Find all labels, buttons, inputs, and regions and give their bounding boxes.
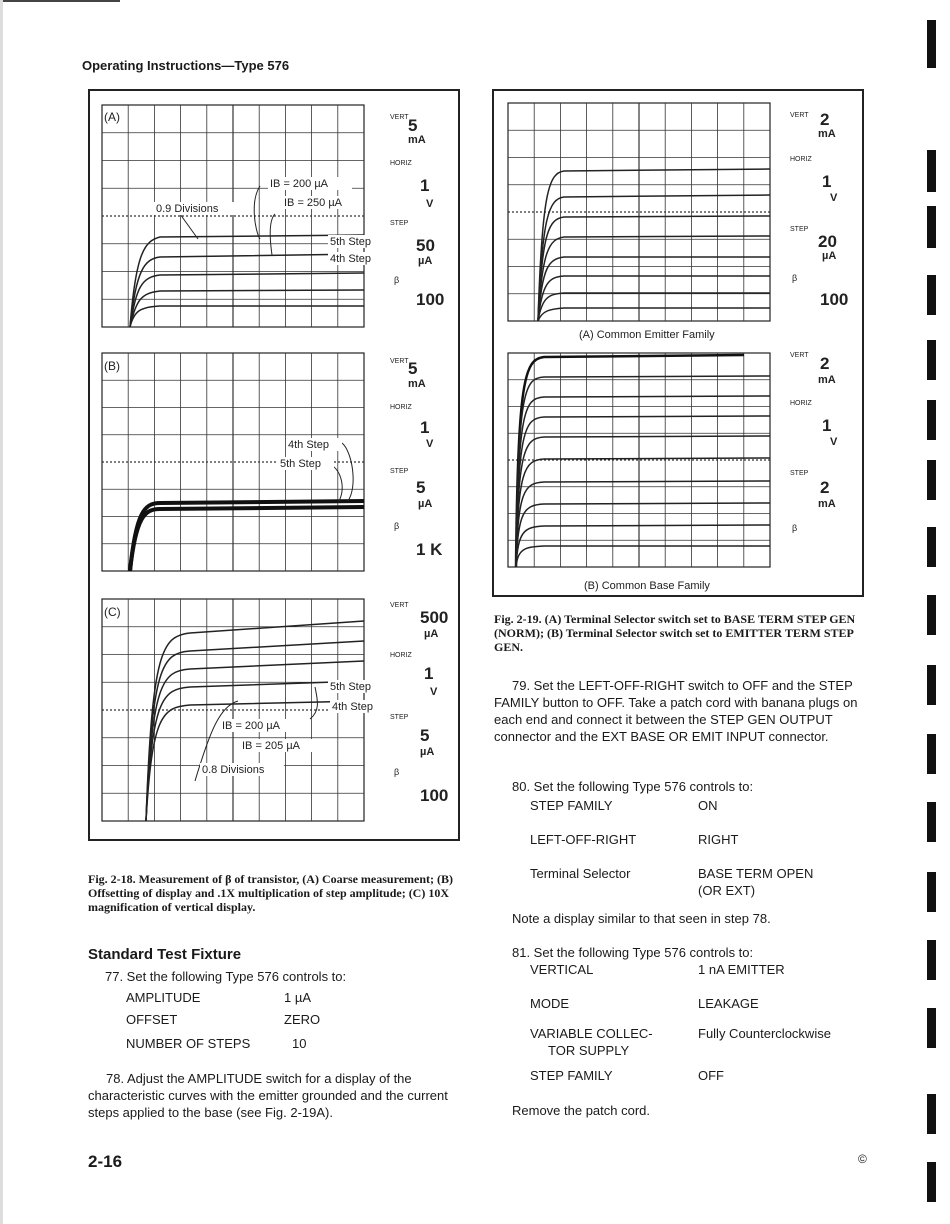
horiz-value: 1 [420,418,430,437]
knob-label: VERT [790,112,809,119]
vert-value: 2 [820,110,830,129]
curve [130,501,364,571]
control-value: ON [698,798,718,813]
vert-value: 2 [820,354,830,373]
annotation: IB = 250 µA [284,197,343,209]
vert-value: 5 [408,359,418,378]
beta-value: 100 [820,290,849,309]
step-77: 77. Set the following Type 576 controls to: [105,969,347,984]
step-unit: µA [822,250,837,262]
horiz-unit: V [430,686,438,698]
curve [130,290,364,327]
horiz-value: 1 [822,172,832,191]
knob-label: VERT [790,352,809,359]
binding-mark [927,206,936,248]
binding-mark [927,150,936,192]
control-name: TOR SUPPLY [548,1043,630,1058]
curve [538,293,770,321]
knob-label: HORIZ [390,652,412,659]
knob-label: HORIZ [390,404,412,411]
binding-mark [927,20,936,68]
binding-mark [927,1162,936,1202]
annotation: 4th Step [288,439,329,451]
knob-label: STEP [390,714,409,721]
horiz-unit: V [830,436,838,448]
step-81: 81. Set the following Type 576 controls to: [512,945,754,960]
curve [516,355,744,567]
control-name: Terminal Selector [530,866,631,881]
vert-unit: µA [424,628,439,640]
panel-a-label: (A) [104,110,120,124]
figure-2-19-caption: Fig. 2-19. (A) Terminal Selector switch set to BASE TERM STEP GEN (NORM); (B) Terminal Selector switch set to EMITTER TERM STEP GEN. [494,612,856,654]
curve [516,376,770,567]
binding-mark [927,460,936,500]
curve [516,436,770,567]
binding-mark [927,275,936,315]
control-value: RIGHT [698,832,739,847]
panel-b-label: (B) [104,359,120,373]
step-unit: µA [420,746,435,758]
binding-mark [927,527,936,567]
binding-mark [927,940,936,980]
knob-label: HORIZ [790,400,812,407]
panel-19a-title: (A) Common Emitter Family [579,329,715,341]
annotation: 0.8 Divisions [202,764,265,776]
top-rule [0,0,120,2]
step-value: 20 [818,232,837,251]
knob-label: STEP [790,226,809,233]
beta-symbol: β [792,523,798,533]
knob-label: VERT [390,358,409,365]
annotation: 0.9 Divisions [156,203,219,215]
control-name: LEFT-OFF-RIGHT [530,832,637,847]
control-value: (OR EXT) [698,883,756,898]
annotation: IB = 200 µA [270,178,329,190]
control-value: OFF [698,1068,724,1083]
annotation: 4th Step [330,253,371,265]
curve [130,273,364,327]
figure-2-19 [492,89,864,597]
arrow [180,214,198,239]
panel-19b-title: (B) Common Base Family [584,580,710,592]
page-header: Operating Instructions—Type 576 [82,58,290,73]
panel-a [102,105,444,327]
curve [516,546,770,567]
vert-unit: mA [408,134,426,146]
beta-value: 100 [420,786,449,805]
page-number: 2-16 [88,1152,123,1171]
panel-c [102,599,448,821]
note-80: Note a display similar to that seen in step 78. [512,911,771,926]
knob-label: VERT [390,602,409,609]
curve [516,503,770,567]
beta-symbol: β [394,275,400,285]
annotation: 5th Step [280,458,321,470]
binding-mark [927,1008,936,1048]
step-value: 5 [420,726,430,745]
beta-symbol: β [394,767,400,777]
control-value: 10 [292,1036,307,1051]
horiz-unit: V [830,192,838,204]
binding-mark [927,734,936,774]
control-name: STEP FAMILY [530,798,613,813]
vert-value: 500 [420,608,449,627]
binding-mark [927,1094,936,1134]
curve [538,308,770,321]
binding-mark [927,665,936,705]
vert-unit: mA [818,128,836,140]
annotation: IB = 200 µA [222,720,281,732]
annotation: 5th Step [330,236,371,248]
horiz-unit: V [426,198,434,210]
control-value: 1 nA EMITTER [698,962,785,977]
curve [538,169,770,321]
control-value: ZERO [284,1012,321,1027]
horiz-value: 1 [424,664,434,683]
vert-unit: mA [408,378,426,390]
section-title: Standard Test Fixture [88,946,242,963]
binding-mark [927,872,936,912]
annotation: 5th Step [330,681,371,693]
curve [538,195,770,321]
control-name: STEP FAMILY [530,1068,613,1083]
control-name: MODE [530,996,569,1011]
curve [516,458,770,567]
curve [538,216,770,321]
step-78: 78. Adjust the AMPLITUDE switch for a display of the characteristic curves with the emitter grounded and the current steps applied to the base (see Fig. 2-19A). [88,1071,448,1120]
arrow [310,687,317,719]
knob-label: HORIZ [390,160,412,167]
binding-mark [927,340,936,380]
beta-symbol: β [394,521,400,531]
control-value: 1 µA [284,990,312,1005]
horiz-value: 1 [420,176,430,195]
knob-label: HORIZ [790,156,812,163]
panel-c-label: (C) [104,605,121,619]
scan-edge [0,0,3,1224]
panel-19a [508,103,848,341]
beta-symbol: β [792,273,798,283]
horiz-unit: V [426,438,434,450]
vert-value: 5 [408,116,418,135]
control-value: Fully Counterclockwise [698,1026,831,1041]
controls-77-table [126,990,446,1060]
binding-mark [927,802,936,842]
knob-label: STEP [390,220,409,227]
annotation: IB = 205 µA [242,740,301,752]
beta-value: 1 K [416,540,443,559]
step-value: 2 [820,478,830,497]
step-80: 80. Set the following Type 576 controls to: [512,779,754,794]
controls-81-table [530,962,860,1083]
curve [130,306,364,327]
knob-label: STEP [790,470,809,477]
step-unit: µA [418,498,433,510]
binding-mark [927,400,936,440]
curve [130,235,364,327]
horiz-value: 1 [822,416,832,435]
step-unit: mA [818,498,836,510]
step-79: 79. Set the LEFT-OFF-RIGHT switch to OFF and the STEP FAMILY button to OFF. Take a patch cord with banana plugs on each end and connect it between the STEP GEN OUTPUT connector and the EXT BASE OR EMIT INPUT connector. [494,678,858,744]
knob-label: STEP [390,468,409,475]
knob-label: VERT [390,114,409,121]
beta-value: 100 [416,290,445,309]
arrow [270,214,275,255]
curve [516,481,770,567]
binding-mark [927,595,936,635]
curve [538,276,770,321]
curve [516,416,770,567]
step-unit: µA [418,255,433,267]
step-value: 5 [416,478,426,497]
control-name: VERTICAL [530,962,594,977]
figure-2-19-svg [494,91,862,595]
copyright-mark: © [858,1152,867,1166]
control-name: VARIABLE COLLEC- [530,1026,653,1041]
control-name: NUMBER OF STEPS [126,1036,251,1051]
control-name: AMPLITUDE [126,990,201,1005]
control-name: OFFSET [126,1012,178,1027]
vert-unit: mA [818,374,836,386]
control-value: BASE TERM OPEN [698,866,814,881]
controls-80-table [530,798,860,898]
panel-b [102,353,443,571]
figure-2-18 [88,89,460,841]
arrow [342,443,353,501]
annotation: 4th Step [332,701,373,713]
step-value: 50 [416,236,435,255]
figure-2-18-svg [90,91,458,839]
figure-2-18-caption: Fig. 2-18. Measurement of β of transistor, (A) Coarse measurement; (B) Offsetting of display and .1X multiplication of step amplitude; (C) 10X magnification of vertical display. [88,872,454,914]
control-value: LEAKAGE [698,996,759,1011]
remove-cord: Remove the patch cord. [512,1103,651,1118]
panel-19b [508,352,838,592]
